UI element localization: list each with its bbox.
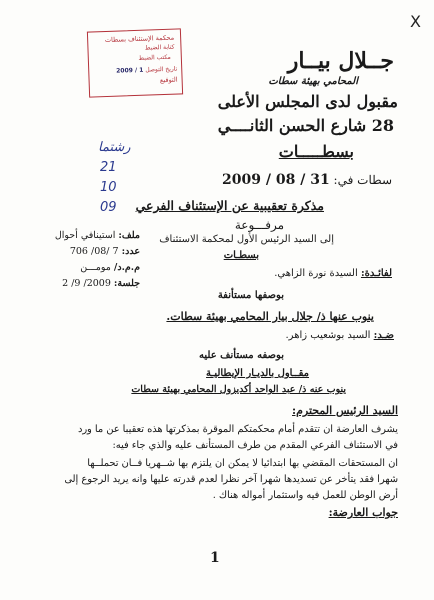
salutation: السيد الرئيس المحترم: xyxy=(292,404,398,417)
page-number: 1 xyxy=(210,550,220,566)
for-line xyxy=(274,268,392,279)
case-session xyxy=(40,278,140,289)
handwritten-number-1: 21 xyxy=(100,160,117,175)
case-file-label: ملف: xyxy=(118,230,140,241)
stamp-line-1: محكمة الإستئناف بسطات xyxy=(104,33,175,45)
against-value: السيد بوشعيب زاهر. xyxy=(285,330,371,341)
reception-stamp xyxy=(87,28,183,97)
stamp-date-label: تاريخ التوصل xyxy=(145,65,178,74)
case-file xyxy=(40,230,140,241)
memo-heading: مذكرة تعقيبية عن الإستئناف الفرعي xyxy=(135,198,324,213)
case-session-label: جلسة: xyxy=(113,278,140,289)
stamp-line-3: مكتب الضبط xyxy=(138,53,171,62)
case-status-value: مومـــن xyxy=(80,262,111,273)
accreditation: مقبول لدى المجلس الأعلى xyxy=(217,92,398,111)
body-line-3: ان المستحقات المقضي بها ابتدائيا لا يمكن ان يلتزم بها شــهريا فــان تحملــها xyxy=(87,458,398,469)
case-number xyxy=(40,246,140,257)
respondent-desc: بوصفه مستأنف عليه xyxy=(199,350,284,361)
date-value: 31 / 08 / 2009 xyxy=(222,172,330,188)
case-status-label: م.م.د/ xyxy=(113,262,140,273)
body-line-1: يشرف العارضة ان تتقدم أمام محكمتكم الموقرة بمذكرتها هذه تعقيبا عن ما ورد xyxy=(77,424,398,435)
margin-mark: X xyxy=(410,12,421,31)
respondent-lawyer: ينوب عنه ذ/ عبد الواحد أكديزول المحامي بهيئة سطات xyxy=(131,384,346,395)
body-line-2: في الاستئناف الفرعي المقدم من طرف المستأنف عليه والذي جاء فيه: xyxy=(112,440,398,451)
stamp-footer: التوقيع xyxy=(159,75,178,85)
appellant-lawyer: ينوب عنها ذ/ جلال بيار المحامي بهيئة سطات. xyxy=(166,310,374,323)
memo-addressee: إلى السيد الرئيس الأول لمحكمة الاستئناف xyxy=(159,234,334,245)
lawyer-title: المحامي بهيئة سطات xyxy=(268,76,358,87)
stamp-date-value: 1 / 2009 xyxy=(116,66,144,75)
memo-city: بسطـات xyxy=(223,250,259,261)
stamp-date-row xyxy=(116,66,177,75)
for-label: لفائـدة: xyxy=(360,268,392,279)
date-label: سطات في: xyxy=(333,173,392,187)
stamp-line-2: كتابة الضبط xyxy=(144,43,175,52)
address: 28 شارع الحسن الثانــــي xyxy=(217,116,394,135)
reply-heading: جواب العارضة: xyxy=(328,506,398,519)
handwritten-number-2: 10 xyxy=(100,180,117,195)
case-session-value: 2009/ 9/ 2 xyxy=(62,278,111,289)
case-file-value: استينافي أحوال xyxy=(54,230,116,241)
case-status xyxy=(40,262,140,273)
case-number-label: عدد: xyxy=(121,246,140,257)
appellant-desc: بوصفها مستأنفة xyxy=(217,290,284,301)
lawyer-name: جــلال بيــار xyxy=(287,48,394,74)
handwritten-number-3: 09 xyxy=(100,200,117,215)
respondent-residence: مقــاول بالديـار الإيطاليـة xyxy=(206,368,309,379)
for-value: السيدة نورة الزاهي. xyxy=(274,268,358,279)
against-line xyxy=(286,330,395,341)
case-number-value: 7 /08/ 706 xyxy=(69,246,119,257)
date-line xyxy=(222,172,392,188)
body-line-4: شهرا فقد يتأخر عن تسديدها شهرا آخر نظرا لعدم قدرته عليها وانه يريد الرجوع إلى xyxy=(64,474,398,485)
body-line-5: أرض الوطن للعمل فيه واستثمار أمواله هناك . xyxy=(212,490,398,501)
city-heading: بسطـــــات xyxy=(278,142,354,161)
against-label: ضـد: xyxy=(373,330,394,341)
handwritten-word: رشتما xyxy=(98,140,131,155)
memo-submitted: مرفـــوعة xyxy=(234,218,284,232)
